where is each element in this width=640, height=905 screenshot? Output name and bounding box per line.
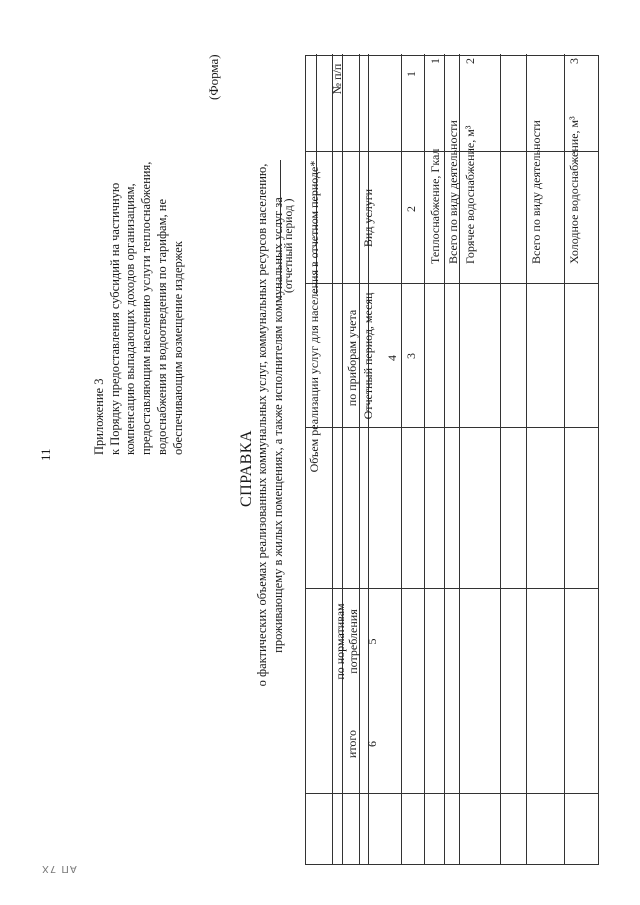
table-rule <box>444 54 445 864</box>
header-service: Вид услуги <box>361 188 375 248</box>
row-number: 3 <box>567 58 581 64</box>
column-number: 1 <box>404 71 418 77</box>
column-number: 5 <box>365 638 379 645</box>
table-rule <box>500 54 501 864</box>
subtitle-line: о фактических объемах реализованных коммунальных услуг, коммунальных ресурсов населению, <box>255 163 269 687</box>
table-rule <box>401 54 402 864</box>
column-number: 3 <box>404 353 418 359</box>
appendix-line: предоставляющим населению услуги теплоснабжения, <box>139 161 154 455</box>
appendix-block <box>92 162 186 455</box>
table-rule <box>306 283 598 284</box>
row-number: 1 <box>428 58 442 64</box>
corner-mark: АП 7Х <box>41 863 77 874</box>
appendix-line: обеспечивающим возмещение издержек <box>170 241 185 455</box>
row-service: Горячее водоснабжение, м³ <box>463 125 477 264</box>
table-rule <box>342 54 343 864</box>
period-fill-line <box>280 160 281 300</box>
column-number: 4 <box>385 355 399 361</box>
row-service-total: Всего по виду деятельности <box>446 120 460 264</box>
document-subtitle <box>255 125 286 725</box>
row-service-total: Всего по виду деятельности <box>529 120 543 264</box>
page-number: 11 <box>38 448 53 461</box>
header-by-meter: по приборам учета <box>345 309 359 407</box>
table-rule <box>526 54 527 864</box>
form-label: (Форма) <box>206 54 221 100</box>
period-note: (отчетный период ) <box>283 198 295 293</box>
appendix-line: водоснабжения и водоотведения по тарифам, не <box>154 199 169 455</box>
table-rule <box>564 54 565 864</box>
table-rule <box>332 54 333 864</box>
table-rule <box>424 54 425 864</box>
header-by-norm-2: потребления <box>346 609 360 674</box>
column-number: 2 <box>404 206 418 212</box>
appendix-line: компенсацию выпадающих доходов организациям, <box>123 183 138 455</box>
row-number: 2 <box>463 58 477 64</box>
column-number: 6 <box>365 741 379 747</box>
header-total: итого <box>345 729 359 759</box>
subtitle-line: проживающему в жилых помещениях, а также исполнителям коммунальных услуг за <box>270 197 285 653</box>
row-service: Холодное водоснабжение, м³ <box>567 116 581 264</box>
header-volume-group: Объем реализации услуг для населения в отчетном периоде* <box>307 160 321 473</box>
header-num: № п/п <box>330 63 344 95</box>
document-title: СПРАВКА <box>238 429 255 507</box>
table-rule <box>359 54 360 864</box>
appendix-line: Приложение 3 <box>92 378 106 455</box>
header-period: Отчетный период, месяц <box>361 292 375 420</box>
appendix-line: к Порядку предоставления субсидий на частичную <box>107 182 122 455</box>
row-service: Теплоснабжение, Гкал <box>428 148 442 264</box>
header-by-norm: по нормативам <box>333 603 347 680</box>
report-table <box>305 55 599 865</box>
